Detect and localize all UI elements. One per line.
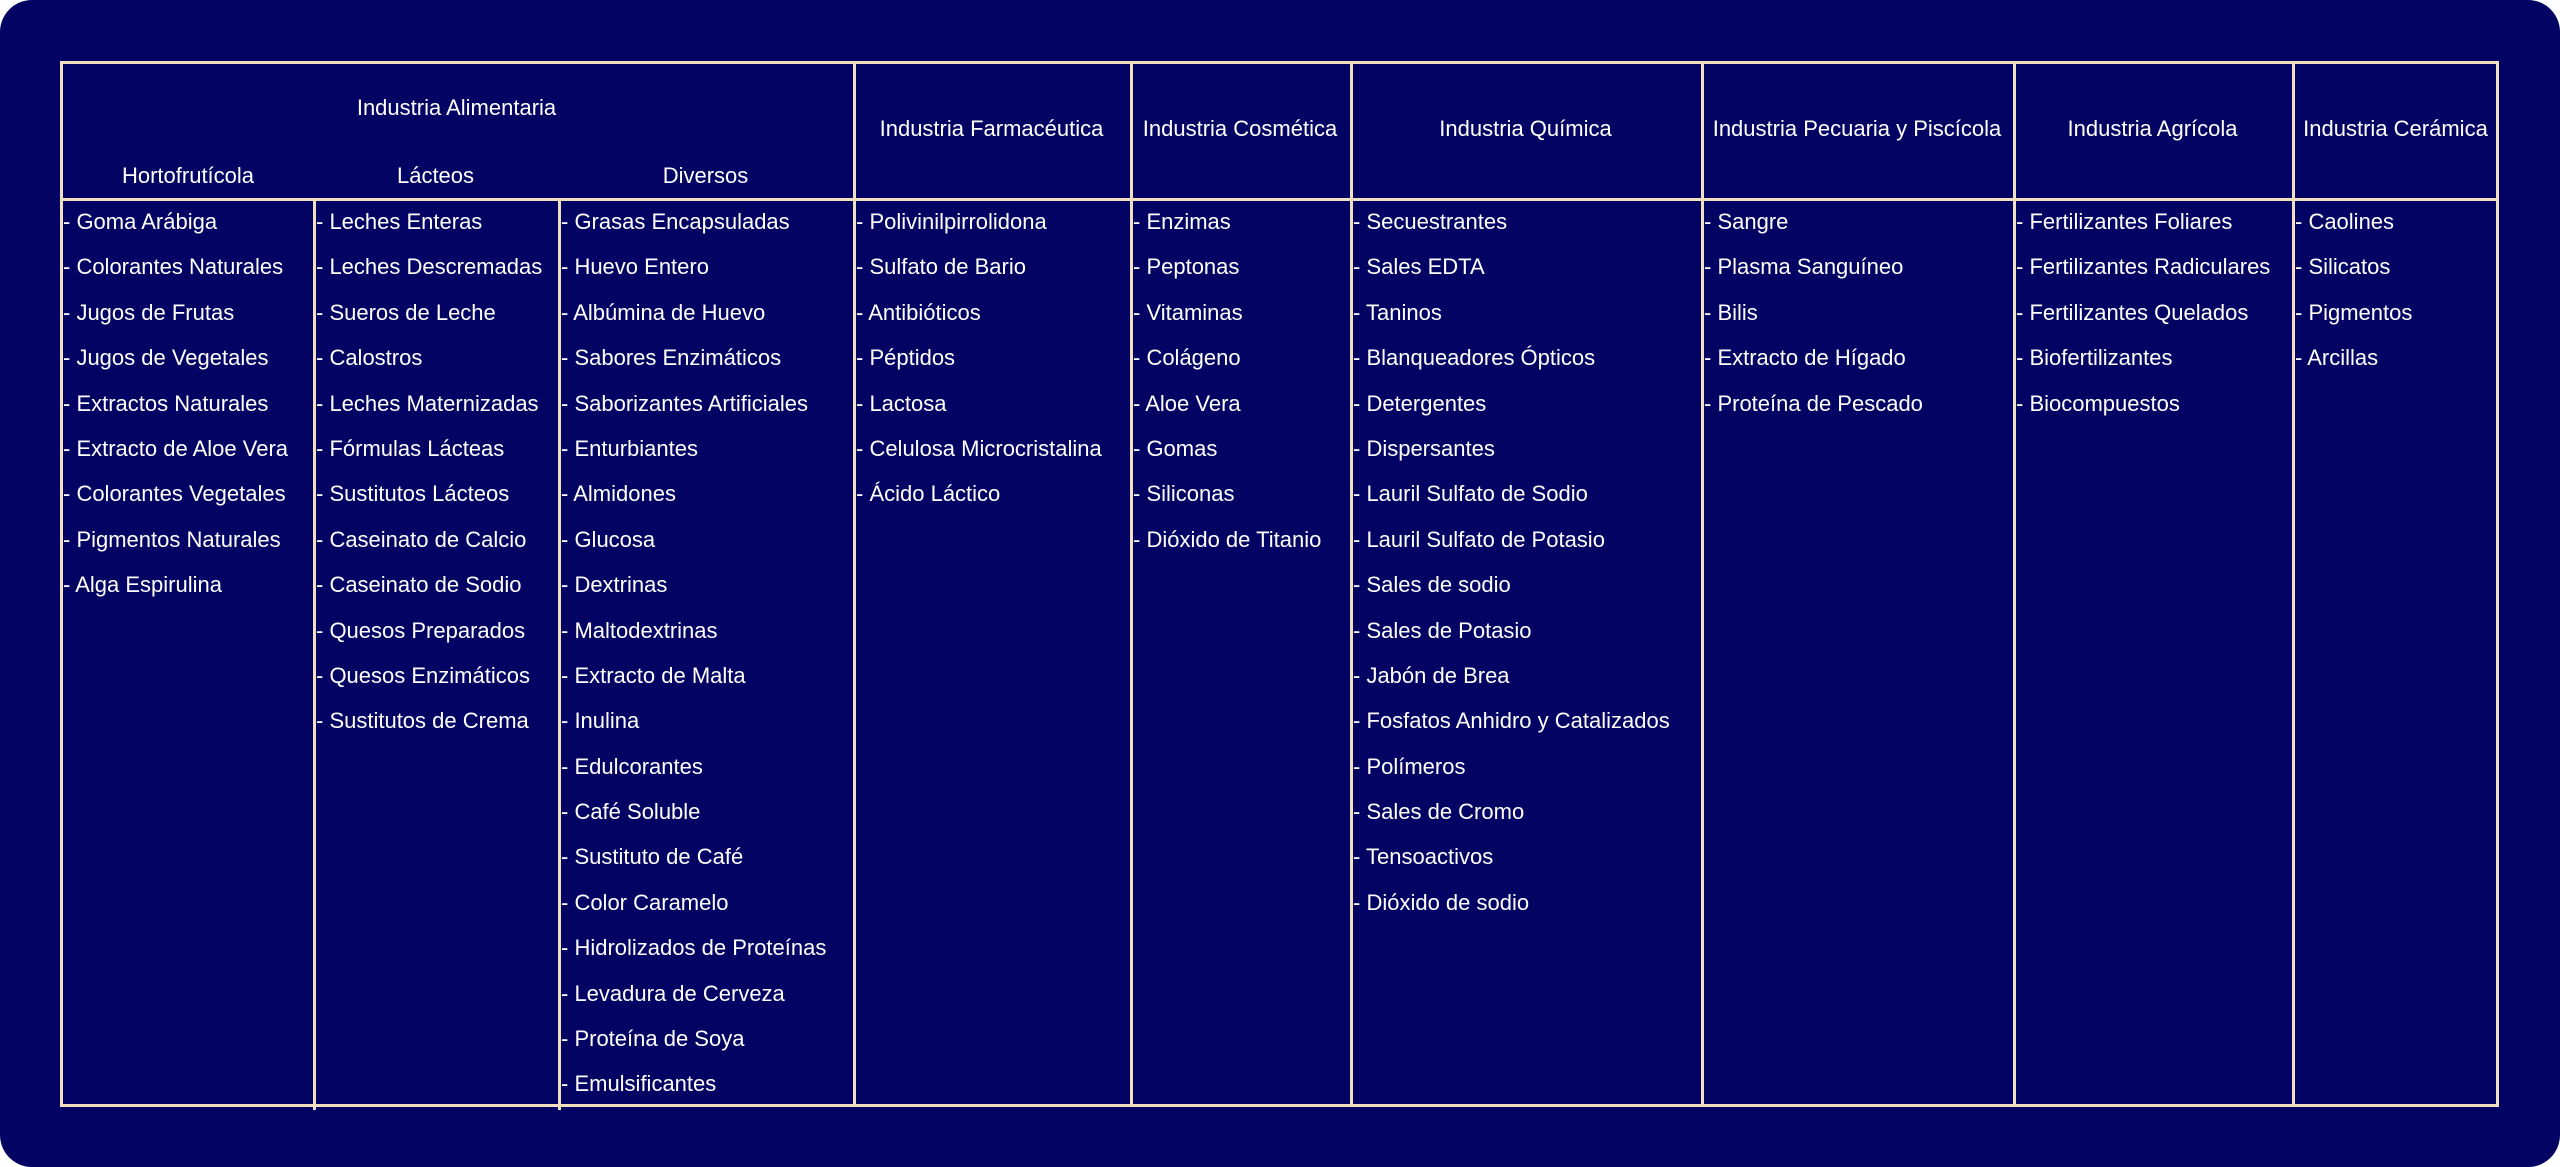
list-item: - Extracto de Hígado xyxy=(1704,345,1906,371)
list-item: - Ácido Láctico xyxy=(856,481,1001,507)
list-pecuaria xyxy=(1704,210,1923,437)
list-item: - Fertilizantes Radiculares xyxy=(2016,254,2271,280)
list-item: - Emulsificantes xyxy=(561,1071,717,1097)
list-item: - Quesos Preparados xyxy=(316,617,526,643)
list-item: - Hidrolizados de Proteínas xyxy=(561,935,827,961)
list-lacteos xyxy=(316,210,542,755)
list-item: - Enzimas xyxy=(1133,209,1231,234)
list-item: - Sustitutos de Crema xyxy=(316,708,529,734)
list-item: - Fertilizantes Foliares xyxy=(2016,209,2233,234)
subheader-diversos: Diversos xyxy=(662,163,749,188)
list-item: - Inulina xyxy=(561,708,640,734)
list-item: - Sulfato de Bario xyxy=(856,254,1026,280)
list-hortofruticola xyxy=(63,210,288,619)
list-item: - Gomas xyxy=(1133,435,1218,461)
list-item: - Caseinato de Calcio xyxy=(316,526,527,552)
list-item: - Sangre xyxy=(1704,209,1789,234)
list-item: - Extracto de Aloe Vera xyxy=(63,435,289,461)
list-item: - Silicatos xyxy=(2295,254,2391,280)
list-item: - Leches Maternizadas xyxy=(316,390,539,416)
list-item: - Aloe Vera xyxy=(1133,390,1241,416)
list-item: - Extractos Naturales xyxy=(63,390,269,416)
list-item: - Péptidos xyxy=(856,345,956,371)
list-item: - Taninos xyxy=(1353,299,1442,325)
header-cosmetica: Industria Cosmética xyxy=(1142,116,1338,141)
list-item: - Glucosa xyxy=(561,526,656,552)
list-item: - Lauril Sulfato de Sodio xyxy=(1353,481,1588,507)
list-item: - Sales de sodio xyxy=(1353,572,1511,598)
header-divider xyxy=(63,198,2496,201)
list-item: - Sustituto de Café xyxy=(561,844,744,870)
list-item: - Caseinato de Sodio xyxy=(316,572,522,598)
list-item: - Lactosa xyxy=(856,390,947,416)
list-item: - Polímeros xyxy=(1353,753,1466,779)
list-item: - Color Caramelo xyxy=(561,889,729,915)
list-item: - Colorantes Vegetales xyxy=(63,481,286,507)
header-agricola: Industria Agrícola xyxy=(2067,116,2238,141)
list-item: - Proteína de Soya xyxy=(561,1026,745,1052)
list-item: - Proteína de Pescado xyxy=(1704,390,1923,416)
list-item: - Jugos de Vegetales xyxy=(63,345,269,371)
list-item: - Fórmulas Lácteas xyxy=(316,435,505,461)
list-item: - Sales EDTA xyxy=(1353,254,1485,280)
list-diversos xyxy=(561,210,826,1118)
list-item: - Blanqueadores Ópticos xyxy=(1353,345,1596,371)
list-item: - Peptonas xyxy=(1133,254,1240,280)
list-item: - Dextrinas xyxy=(561,572,668,598)
list-item: - Albúmina de Huevo xyxy=(561,299,766,325)
list-item: - Biofertilizantes xyxy=(2016,345,2173,371)
list-farmaceutica xyxy=(856,210,1102,528)
list-item: - Colágeno xyxy=(1133,345,1241,371)
list-item: - Dióxido de Titanio xyxy=(1133,526,1322,552)
list-item: - Jabón de Brea xyxy=(1353,662,1510,688)
list-item: - Maltodextrinas xyxy=(561,617,718,643)
list-item: - Bilis xyxy=(1704,299,1758,325)
list-ceramica xyxy=(2295,210,2412,392)
list-item: - Sales de Potasio xyxy=(1353,617,1532,643)
list-item: - Edulcorantes xyxy=(561,753,703,779)
list-cosmetica xyxy=(1133,210,1321,573)
header-farmaceutica: Industria Farmacéutica xyxy=(879,116,1104,141)
list-item: - Jugos de Frutas xyxy=(63,299,235,325)
list-item: - Caolines xyxy=(2295,209,2395,234)
list-item: - Extracto de Malta xyxy=(561,662,746,688)
subheader-hortofruticola: Hortofrutícola xyxy=(121,163,255,188)
list-item: - Celulosa Microcristalina xyxy=(856,435,1102,461)
list-item: - Sales de Cromo xyxy=(1353,799,1525,825)
list-item: - Dispersantes xyxy=(1353,435,1495,461)
list-item: - Fosfatos Anhidro y Catalizados xyxy=(1353,708,1670,734)
list-item: - Almidones xyxy=(561,481,676,507)
list-agricola xyxy=(2016,210,2270,437)
list-item: - Vitaminas xyxy=(1133,299,1243,325)
list-item: - Tensoactivos xyxy=(1353,844,1494,870)
list-item: - Calostros xyxy=(316,345,423,371)
list-item: - Arcillas xyxy=(2295,345,2379,371)
list-item: - Alga Espirulina xyxy=(63,572,222,598)
list-item: - Sueros de Leche xyxy=(316,299,496,325)
list-item: - Café Soluble xyxy=(561,799,701,825)
list-item: - Leches Enteras xyxy=(316,209,483,234)
list-item: - Saborizantes Artificiales xyxy=(561,390,808,416)
list-item: - Detergentes xyxy=(1353,390,1487,416)
list-item: - Pigmentos Naturales xyxy=(63,526,281,552)
list-item: - Siliconas xyxy=(1133,481,1235,507)
list-item: - Leches Descremadas xyxy=(316,254,543,280)
list-item: - Plasma Sanguíneo xyxy=(1704,254,1904,280)
list-item: - Levadura de Cerveza xyxy=(561,980,785,1006)
list-item: - Lauril Sulfato de Potasio xyxy=(1353,526,1605,552)
list-item: - Polivinilpirrolidona xyxy=(856,209,1047,234)
list-item: - Grasas Encapsuladas xyxy=(561,209,790,234)
list-item: - Secuestrantes xyxy=(1353,209,1508,234)
list-item: - Antibióticos xyxy=(856,299,981,325)
list-item: - Sabores Enzimáticos xyxy=(561,345,782,371)
header-ceramica: Industria Cerámica xyxy=(2303,116,2488,141)
list-item: - Sustitutos Lácteos xyxy=(316,481,510,507)
list-item: - Pigmentos xyxy=(2295,299,2413,325)
list-item: - Enturbiantes xyxy=(561,435,698,461)
list-item: - Huevo Entero xyxy=(561,254,709,280)
list-quimica xyxy=(1353,210,1670,936)
group-header-industria-alimentaria: Industria Alimentaria xyxy=(356,95,557,120)
list-item: - Colorantes Naturales xyxy=(63,254,284,280)
subheader-lacteos: Lácteos xyxy=(396,163,475,188)
list-item: - Biocompuestos xyxy=(2016,390,2180,416)
list-item: - Dióxido de sodio xyxy=(1353,889,1530,915)
header-pecuaria: Industria Pecuaria y Piscícola xyxy=(1712,116,2002,141)
list-item: - Quesos Enzimáticos xyxy=(316,662,530,688)
list-item: - Goma Arábiga xyxy=(63,209,218,234)
list-item: - Fertilizantes Quelados xyxy=(2016,299,2249,325)
header-quimica: Industria Química xyxy=(1439,116,1612,141)
